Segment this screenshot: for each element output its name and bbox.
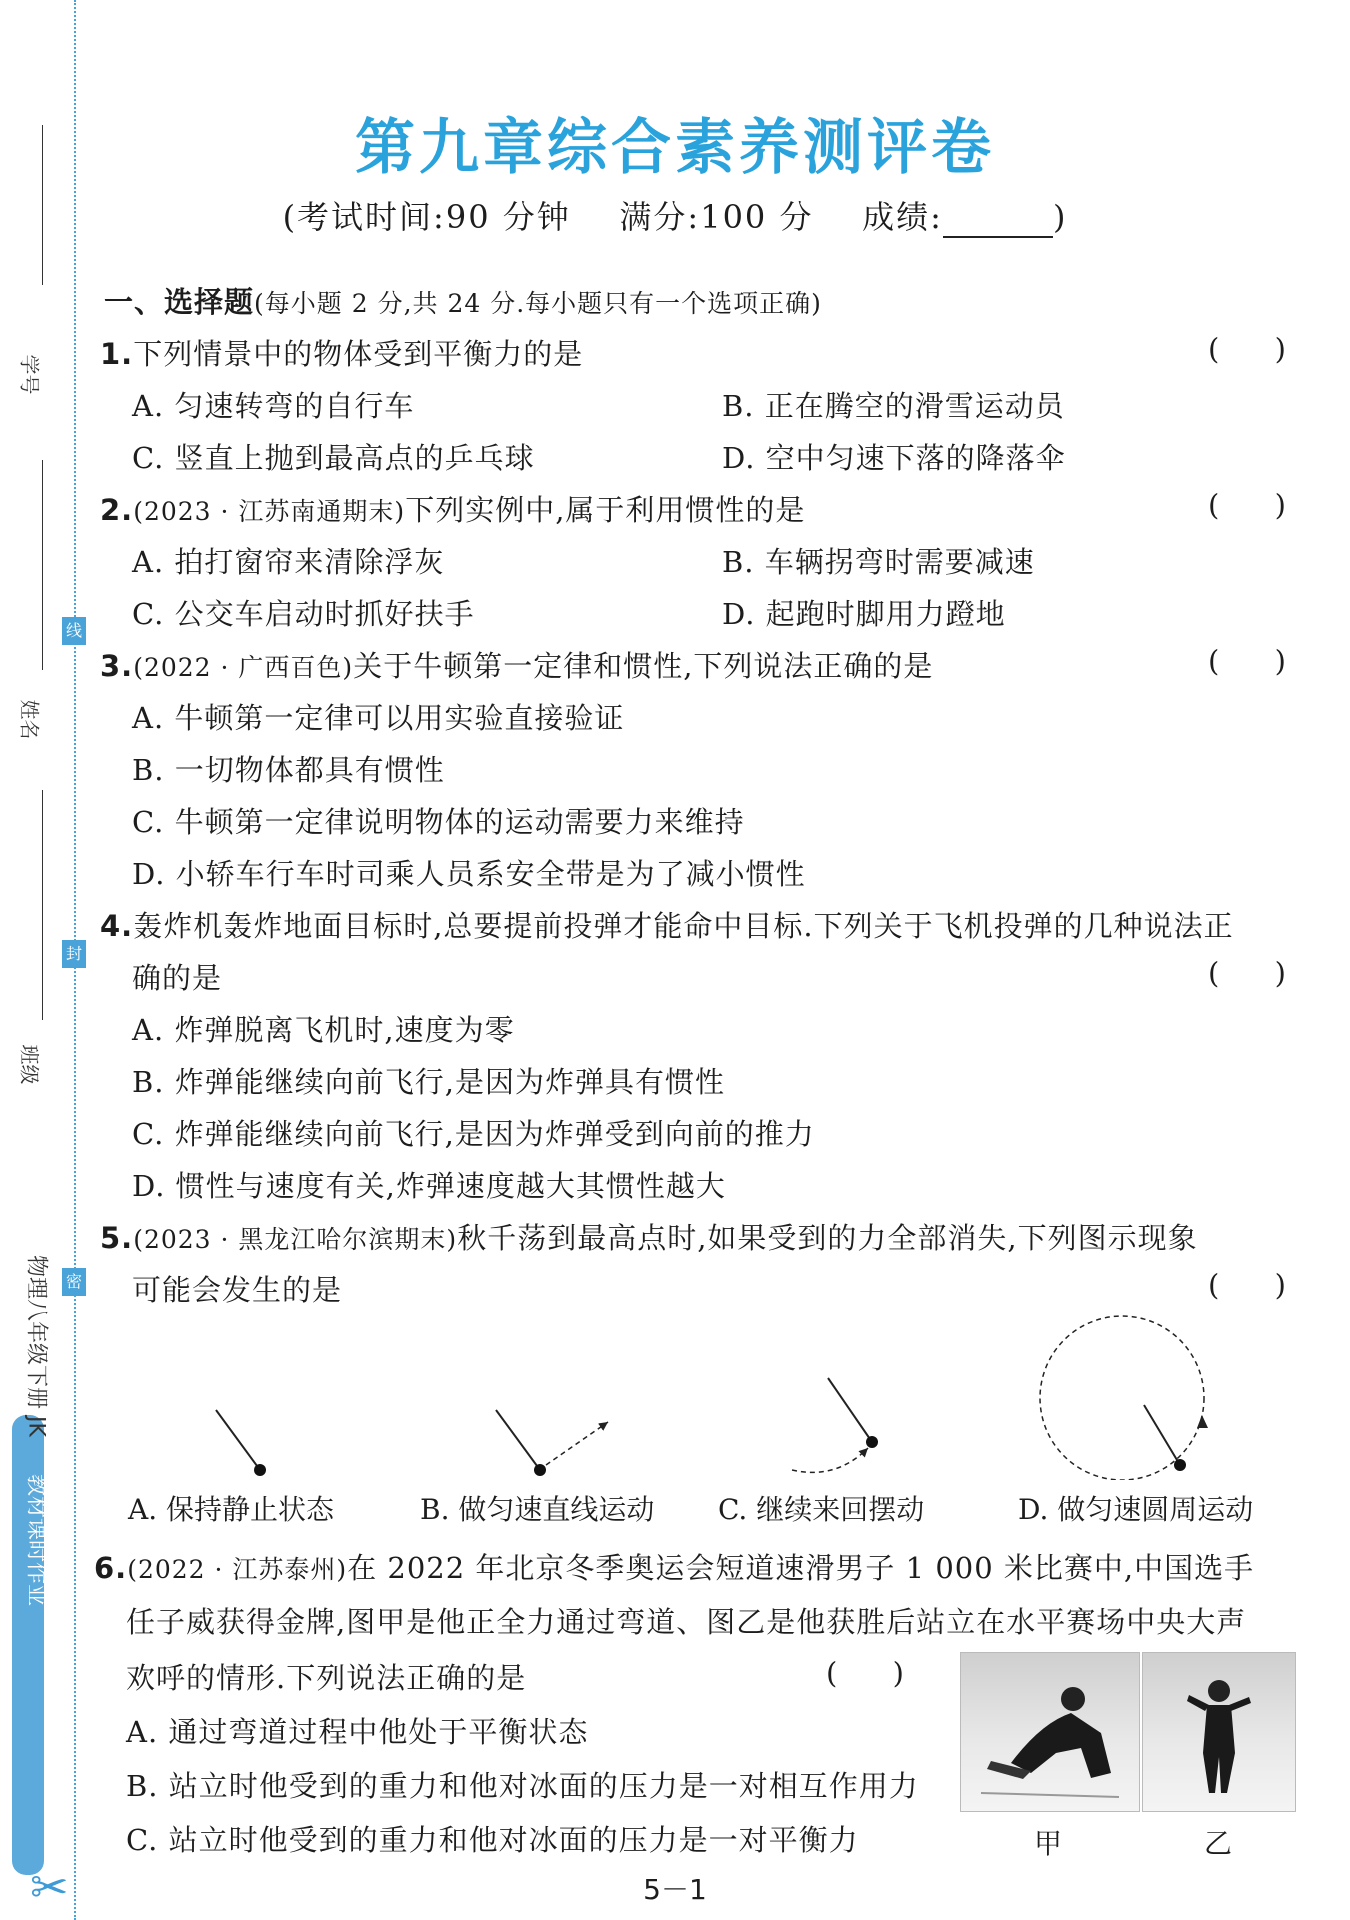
series-brand: 教材课时作业 bbox=[23, 1473, 49, 1606]
option-c: C. 继续来回摆动 bbox=[718, 1493, 925, 1526]
option-a: A. 拍打窗帘来清除浮灰 bbox=[132, 545, 445, 579]
diagram-c-swing bbox=[792, 1378, 878, 1472]
question-stem-continued: 任子威获得金牌,图甲是他正全力通过弯道、图乙是他获胜后站立在水平赛场中央大声 bbox=[126, 1605, 1247, 1639]
name-label: 姓名 bbox=[17, 699, 42, 740]
question-source: (2022 · 广西百色) bbox=[133, 653, 354, 682]
option-b: B. 站立时他受到的重力和他对冰面的压力是一对相互作用力 bbox=[126, 1769, 919, 1803]
seal-dense-mark: 密 bbox=[62, 1268, 86, 1296]
option-d: D. 做匀速圆周运动 bbox=[1018, 1493, 1254, 1526]
option-c: C. 牛顿第一定律说明物体的运动需要力来维持 bbox=[132, 805, 745, 839]
option-a: A. 炸弹脱离飞机时,速度为零 bbox=[132, 1013, 515, 1047]
option-b: B. 车辆拐弯时需要减速 bbox=[722, 545, 1035, 579]
student-id-label: 学号 bbox=[17, 354, 42, 395]
question-5: 5.(2023 · 黑龙江哈尔滨期末)秋千荡到最高点时,如果受到的力全部消失,下列图示现象 bbox=[100, 1221, 1198, 1255]
question-source: (2023 · 江苏南通期末) bbox=[133, 497, 406, 526]
answer-blank: ( ) bbox=[1208, 956, 1286, 990]
section-title: 一、选择题 bbox=[104, 285, 255, 319]
grade-label: 成绩: bbox=[862, 198, 943, 236]
scissors-icon: ✂ bbox=[30, 1860, 69, 1914]
section-heading bbox=[104, 280, 822, 321]
option-a: A. 匀速转弯的自行车 bbox=[132, 389, 415, 423]
option-d: D. 空中匀速下落的降落伞 bbox=[722, 441, 1066, 475]
question-6: 6.(2022 · 江苏泰州)在 2022 年北京冬季奥运会短道速滑男子 1 000 米比赛中,中国选手 bbox=[94, 1551, 1255, 1585]
exam-info bbox=[0, 192, 1350, 238]
question-1: 1.下列情景中的物体受到平衡力的是 bbox=[100, 337, 584, 371]
photo-jia-skater-cornering bbox=[960, 1652, 1140, 1812]
page-number: 5－1 bbox=[643, 1873, 707, 1906]
diagram-a-rest bbox=[216, 1410, 266, 1476]
seal-seal-mark: 封 bbox=[62, 940, 86, 968]
grade-blank bbox=[943, 210, 1053, 238]
option-b: B. 炸弹能继续向前飞行,是因为炸弹具有惯性 bbox=[132, 1065, 725, 1099]
option-c: C. 竖直上抛到最高点的乒乓球 bbox=[132, 441, 535, 475]
photo-yi-skater-standing bbox=[1142, 1652, 1296, 1812]
option-b: B. 正在腾空的滑雪运动员 bbox=[722, 389, 1065, 423]
diagram-d-circle bbox=[1040, 1316, 1208, 1480]
photo-caption-jia: 甲 bbox=[1034, 1827, 1063, 1860]
question-stem: 轰炸机轰炸地面目标时,总要提前投弹才能命中目标.下列关于飞机投弹的几种说法正 bbox=[133, 909, 1234, 943]
photo-caption-yi: 乙 bbox=[1204, 1827, 1233, 1860]
option-a: A. 牛顿第一定律可以用实验直接验证 bbox=[132, 701, 625, 735]
option-c: C. 炸弹能继续向前飞行,是因为炸弹受到向前的推力 bbox=[132, 1117, 815, 1151]
option-b: B. 一切物体都具有惯性 bbox=[132, 753, 445, 787]
question-stem: 下列情景中的物体受到平衡力的是 bbox=[133, 337, 584, 371]
answer-blank: ( ) bbox=[826, 1656, 904, 1690]
section-note: (每小题 2 分,共 24 分.每小题只有一个选项正确) bbox=[254, 289, 822, 318]
answer-blank: ( ) bbox=[1208, 644, 1286, 678]
question-source: (2022 · 江苏泰州) bbox=[127, 1555, 348, 1584]
class-label: 班级 bbox=[17, 1044, 42, 1085]
close-paren: ) bbox=[1052, 198, 1068, 236]
series-label bbox=[18, 1085, 49, 1765]
option-d: D. 惯性与速度有关,炸弹速度越大其惯性越大 bbox=[132, 1169, 726, 1203]
full-score: 满分:100 分 bbox=[619, 198, 814, 236]
answer-blank: ( ) bbox=[1208, 332, 1286, 366]
question-2: 2.(2023 · 江苏南通期末)下列实例中,属于利用惯性的是 bbox=[100, 493, 806, 527]
binding-margin bbox=[0, 0, 90, 1920]
question-3: 3.(2022 · 广西百色)关于牛顿第一定律和惯性,下列说法正确的是 bbox=[100, 649, 934, 683]
option-b: B. 做匀速直线运动 bbox=[420, 1493, 655, 1526]
option-a: A. 保持静止状态 bbox=[128, 1493, 335, 1526]
option-a: A. 通过弯道过程中他处于平衡状态 bbox=[126, 1715, 589, 1749]
question-stem-continued: 欢呼的情形.下列说法正确的是 bbox=[126, 1661, 527, 1695]
question-source: (2023 · 黑龙江哈尔滨期末) bbox=[133, 1225, 458, 1254]
option-c: C. 公交车启动时抓好扶手 bbox=[132, 597, 475, 631]
option-d: D. 起跑时脚用力蹬地 bbox=[722, 597, 1006, 631]
series-text: 物理八年级下册 JK bbox=[23, 1255, 49, 1437]
question-stem: 关于牛顿第一定律和惯性,下列说法正确的是 bbox=[353, 649, 934, 683]
name-blank bbox=[42, 460, 43, 670]
option-d: D. 小轿车行车时司乘人员系安全带是为了减小惯性 bbox=[132, 857, 806, 891]
answer-blank: ( ) bbox=[1208, 1268, 1286, 1302]
option-c: C. 站立时他受到的重力和他对冰面的压力是一对平衡力 bbox=[126, 1823, 859, 1857]
question-stem-continued: 可能会发生的是 bbox=[132, 1273, 343, 1307]
exam-time: (考试时间:90 分钟 bbox=[282, 198, 571, 236]
answer-blank: ( ) bbox=[1208, 488, 1286, 522]
seal-line-mark: 线 bbox=[62, 617, 86, 645]
page-title: 第九章综合素养测评卷 bbox=[355, 113, 995, 183]
swing-diagrams bbox=[120, 1310, 1300, 1480]
question-stem: 在 2022 年北京冬季奥运会短道速滑男子 1 000 米比赛中,中国选手 bbox=[347, 1551, 1255, 1585]
class-blank bbox=[42, 790, 43, 1020]
question-stem: 下列实例中,属于利用惯性的是 bbox=[405, 493, 806, 527]
question-stem-continued: 确的是 bbox=[132, 961, 223, 995]
diagram-b-straight-line bbox=[496, 1410, 608, 1476]
question-stem: 秋千荡到最高点时,如果受到的力全部消失,下列图示现象 bbox=[457, 1221, 1198, 1255]
question-4: 4.轰炸机轰炸地面目标时,总要提前投弹才能命中目标.下列关于飞机投弹的几种说法正 bbox=[100, 909, 1234, 943]
